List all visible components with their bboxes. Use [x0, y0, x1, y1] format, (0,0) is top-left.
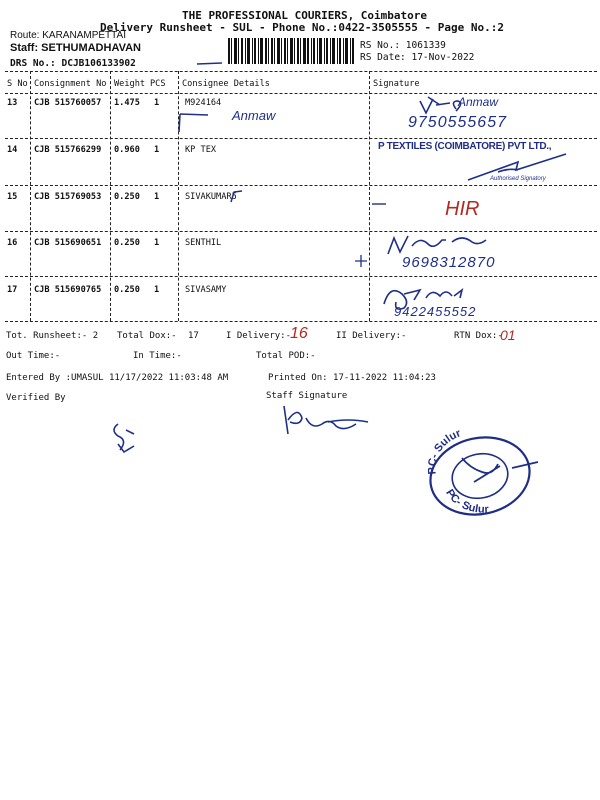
signature-scribble: [458, 150, 578, 184]
row-weight: 0.960: [114, 145, 140, 155]
row-weight: 1.475: [114, 98, 140, 108]
branch-seal: [414, 422, 554, 522]
row-pcs: 1: [154, 145, 160, 155]
handwritten-bracket: [172, 112, 212, 134]
row-consignee: SIVAKUMAR5: [185, 192, 237, 202]
route-value: KARANAMPETTAI: [42, 30, 126, 41]
row-consignment: CJB 515766299: [34, 145, 102, 155]
ii-delivery-label: II Delivery:-: [336, 331, 407, 341]
total-pod: Total POD:-: [256, 351, 316, 361]
drs-label: DRS No.:: [10, 58, 56, 69]
stamp-authorised-text: Authorised Signatory: [490, 176, 546, 182]
row-consignee: SENTHIL: [185, 238, 222, 248]
row-pcs: 1: [154, 285, 160, 295]
staff-value: SETHUMADHAVAN: [41, 42, 141, 54]
table-bottom-rule: [5, 321, 597, 322]
out-time: Out Time:-: [6, 351, 61, 361]
column-rule: [30, 71, 31, 321]
company-title: THE PROFESSIONAL COURIERS, Coimbatore: [182, 9, 428, 22]
row-consignment: CJB 515690651: [34, 238, 102, 248]
row-consignee: M924164: [185, 98, 222, 108]
rs-number: RS No.: 1061339: [360, 40, 446, 51]
i-delivery-handwritten: 16: [290, 325, 308, 342]
row-pcs: 1: [154, 192, 160, 202]
row-rule: [5, 138, 597, 139]
col-header-consignment: Consignment No: [34, 79, 107, 89]
row-pcs: 1: [154, 238, 160, 248]
verified-by-label: Verified By: [6, 393, 66, 403]
col-header-pcs: PCS: [150, 79, 166, 89]
company-stamp: P TEXTILES (COIMBATORE) PVT LTD.,: [378, 141, 552, 152]
signature-red: HIR: [445, 198, 480, 220]
staff-signature-label: Staff Signature: [266, 391, 348, 401]
col-header-sno: S No: [7, 79, 28, 89]
row-consignment: CJB 515760057: [34, 98, 102, 108]
column-rule: [110, 71, 111, 321]
rtn-dox-handwritten: 01: [500, 327, 516, 343]
row-rule: [5, 231, 597, 232]
staff-field: [10, 42, 141, 54]
staff-label: Staff:: [10, 42, 39, 54]
col-header-signature: Signature: [373, 79, 420, 89]
col-header-consignee: Consignee Details: [182, 79, 270, 89]
row-sno: 15: [7, 192, 18, 202]
row-weight: 0.250: [114, 285, 140, 295]
drs-field: [10, 58, 136, 69]
column-rule: [178, 71, 179, 321]
verified-signature: [104, 420, 144, 456]
col-header-weight: Weight: [114, 79, 146, 89]
row-sno: 16: [7, 238, 18, 248]
total-dox-value: 17: [188, 331, 199, 341]
printed-on: Printed On: 17-11-2022 11:04:23: [268, 373, 436, 383]
signature-name: Anmaw: [458, 95, 499, 109]
drs-value: DCJB106133902: [61, 58, 136, 69]
i-delivery-label: I Delivery:-: [226, 331, 292, 341]
entered-by: Entered By :UMASUL 11/17/2022 11:03:48 AM: [6, 373, 229, 383]
signature-phone: 9698312870: [402, 254, 496, 271]
staff-signature: [276, 400, 376, 440]
row-rule: [5, 185, 597, 186]
seal-bottom-text: PC- Sulur: [443, 487, 490, 516]
row-sno: 13: [7, 98, 18, 108]
pen-mark: [370, 198, 390, 208]
row-pcs: 1: [154, 98, 160, 108]
route-field: [10, 30, 126, 41]
runsheet-title: Delivery Runsheet - SUL - Phone No.:0422-3505555 - Page No.:2: [100, 21, 504, 34]
row-consignment: CJB 515690765: [34, 285, 102, 295]
route-label: Route:: [10, 30, 40, 41]
consignee-handwritten-note: Anmaw: [232, 108, 276, 123]
signature-phone: 9750555657: [408, 114, 507, 131]
row-weight: 0.250: [114, 238, 140, 248]
in-time: In Time:-: [133, 351, 182, 361]
total-dox-label: Total Dox:-: [117, 331, 177, 341]
row-sno: 14: [7, 145, 18, 155]
total-runsheet: Tot. Runsheet:- 2: [6, 331, 99, 341]
row-weight: 0.250: [114, 192, 140, 202]
column-rule: [369, 71, 370, 321]
seal-top-text: PC- Sulur: [426, 427, 463, 475]
barcode: [228, 38, 356, 64]
rtn-dox-label: RTN Dox:-: [454, 331, 503, 341]
row-rule: [5, 276, 597, 277]
pen-stroke: [196, 60, 224, 66]
row-consignee: SIVASAMY: [185, 285, 227, 295]
rs-date: RS Date: 17-Nov-2022: [360, 52, 475, 63]
pen-mark: [228, 188, 248, 206]
row-consignee: KP TEX: [185, 145, 217, 155]
signature-phone: 9422455552: [394, 304, 477, 319]
row-consignment: CJB 515769053: [34, 192, 102, 202]
pen-mark: [352, 252, 370, 270]
row-sno: 17: [7, 285, 18, 295]
table-top-rule: [5, 71, 597, 72]
